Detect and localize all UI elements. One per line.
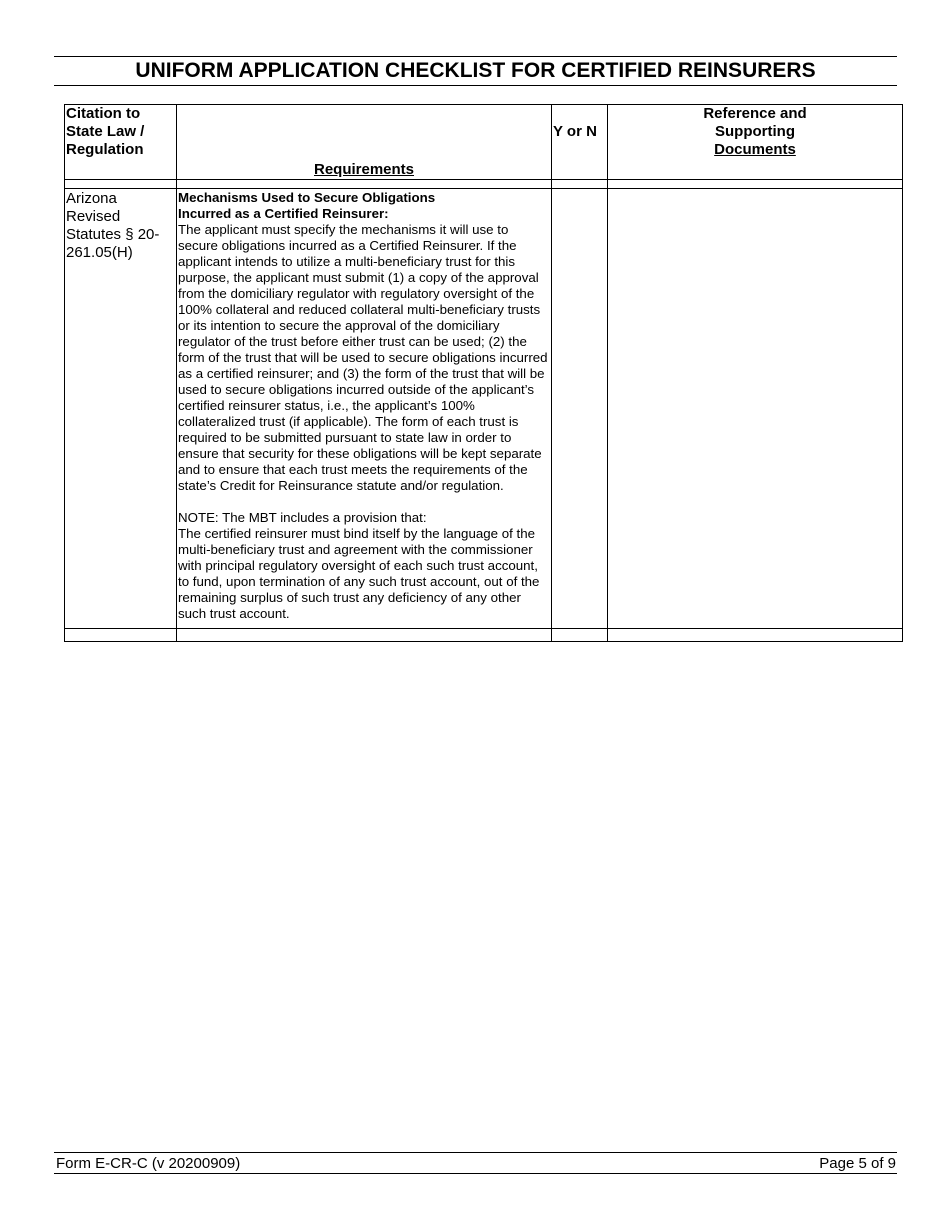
table-spacer-row <box>65 180 903 189</box>
page-number: Page 5 of 9 <box>819 1155 896 1172</box>
column-header-citation: Citation to State Law / Regulation <box>65 105 177 180</box>
checklist-table <box>64 104 903 642</box>
table-header-row <box>65 105 903 180</box>
note-body: The certified reinsurer must bind itself by the language of the multi-beneficiary trust and agreement with the commissioner with principal regulatory oversight of each such trust account, to fund, upon termination of any such trust account, out of the remaining surplus of such trust any deficiency of any other such trust account. <box>178 526 540 621</box>
table-end-row <box>65 629 903 642</box>
citation-cell: Arizona Revised Statutes § 20-261.05(H) <box>65 189 177 629</box>
y-or-n-cell[interactable] <box>552 189 608 629</box>
form-id: Form E-CR-C (v 20200909) <box>56 1155 241 1172</box>
footer-top-rule <box>54 1152 897 1153</box>
requirement-title: Mechanisms Used to Secure Obligations Incurred as a Certified Reinsurer: <box>178 190 436 221</box>
page-title: UNIFORM APPLICATION CHECKLIST FOR CERTIFIED REINSURERS <box>135 59 816 82</box>
note-intro: NOTE: The MBT includes a provision that: <box>178 510 427 525</box>
column-header-y-or-n: Y or N <box>552 105 608 180</box>
title-top-rule <box>54 56 897 57</box>
requirement-body: The applicant must specify the mechanisms it will use to secure obligations incurred as a Certified Reinsurer. If the applicant intends to utilize a multi-beneficiary trust for this purpose, the applicant must submit (1) a copy of the approval from the domiciliary regulator with regulatory oversight of the 100% collateral and reduced collateral multi-beneficiary trusts or its intention to secure the approval of the domiciliary regulator of the trust before either trust can be used; (2) the form of the trust that will be used to secure obligations incurred as a certified reinsurer; and (3) the form of the trust that will be used to secure obligations incurred outside of the applicant’s certified reinsurer status, i.e., the applicant’s 100% collateralized trust (if applicable). The form of each trust is required to be submitted pursuant to state law in order to ensure that security for these obligations will be kept separate and to ensure that each trust meets the requirements of the state’s Credit for Reinsurance statute and/or regulation. <box>178 222 548 493</box>
title-bottom-rule <box>54 85 897 86</box>
reference-cell[interactable] <box>608 189 903 629</box>
table-row <box>65 189 903 629</box>
column-header-reference: Reference and Supporting Documents <box>608 105 903 180</box>
footer-bottom-rule <box>54 1173 897 1174</box>
column-header-requirements: Requirements <box>177 105 552 180</box>
requirement-cell <box>177 189 552 629</box>
